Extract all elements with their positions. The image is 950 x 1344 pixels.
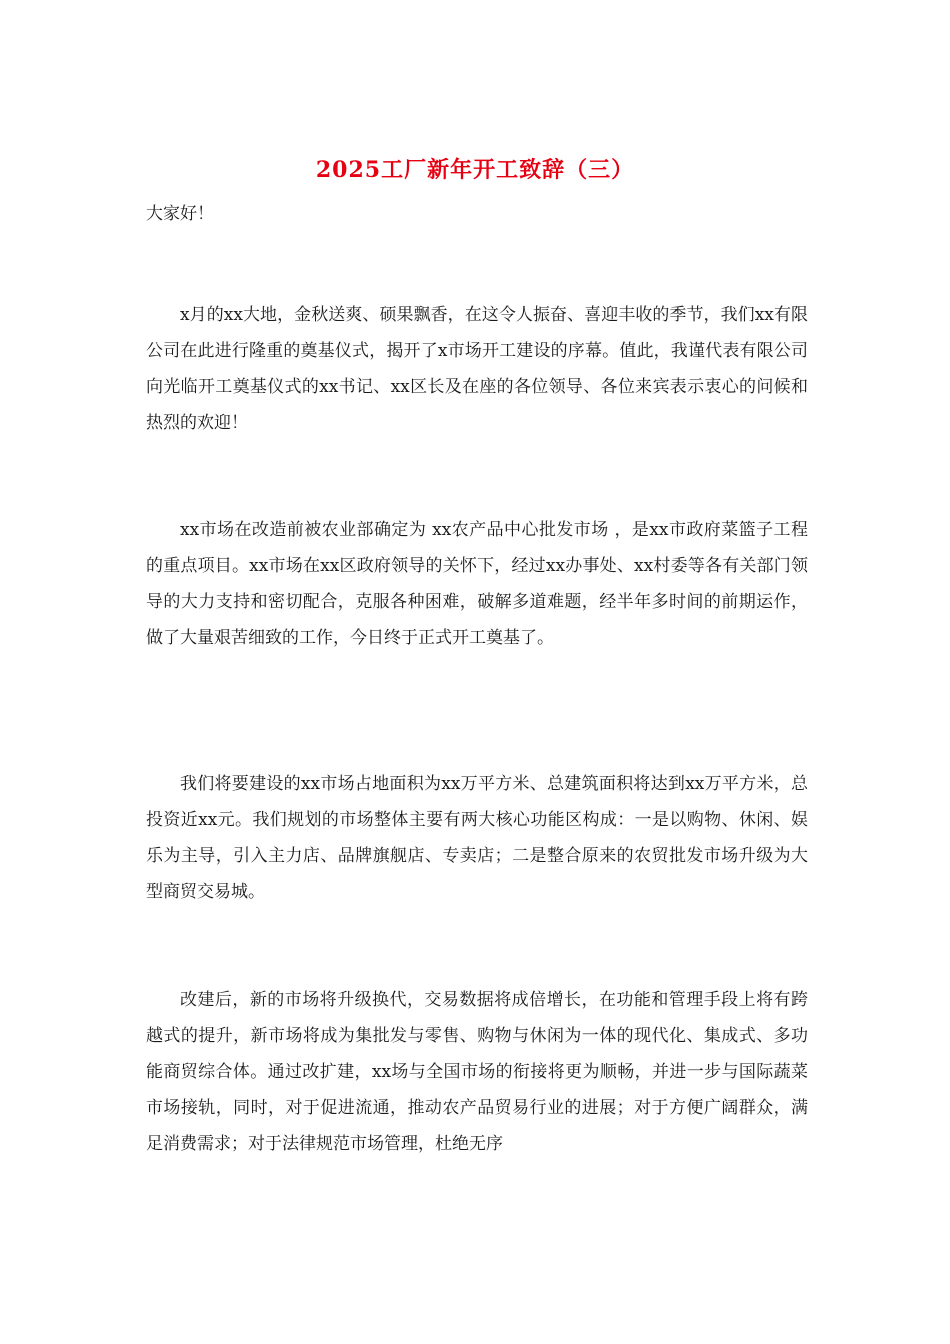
paragraph-3: 我们将要建设的xx市场占地面积为xx万平方米、总建筑面积将达到xx万平方米，总投资近xx元。我们规划的市场整体主要有两大核心功能区构成：一是以购物、休闲、娱乐为主导，引入主力店、品牌旗舰店、专卖店；二是整合原来的农贸批发市场升级为大型商贸交易城。	[146, 774, 808, 902]
greeting-text: 大家好！	[146, 204, 214, 224]
paragraph-2: xx市场在改造前被农业部确定为 xx农产品中心批发市场 ，是xx市政府菜篮子工程的重点项目。xx市场在xx区政府领导的关怀下，经过xx办事处、xx村委等各有关部门领导的大力支持和密切配合，克服各种困难，破解多道难题，经半年多时间的前期运作，做了大量艰苦细致的工作，今日终于正式开工奠基了。	[146, 520, 808, 648]
paragraph-1: x月的xx大地，金秋送爽、硕果飘香，在这令人振奋、喜迎丰收的季节，我们xx有限公司在此进行隆重的奠基仪式，揭开了x市场开工建设的序幕。值此，我谨代表有限公司向光临开工奠基仪式的xx书记、xx区长及在座的各位领导、各位来宾表示衷心的问候和热烈的欢迎！	[146, 305, 808, 433]
paragraph-4: 改建后，新的市场将升级换代，交易数据将成倍增长，在功能和管理手段上将有跨越式的提升，新市场将成为集批发与零售、购物与休闲为一体的现代化、集成式、多功能商贸综合体。通过改扩建，xx场与全国市场的衔接将更为顺畅，并进一步与国际蔬菜市场接轨，同时，对于促进流通，推动农产品贸易行业的进展；对于方便广阔群众，满足消费需求；对于法律规范市场管理，杜绝无序	[146, 990, 808, 1154]
document-title: 2025工厂新年开工致辞（三）	[315, 157, 635, 183]
